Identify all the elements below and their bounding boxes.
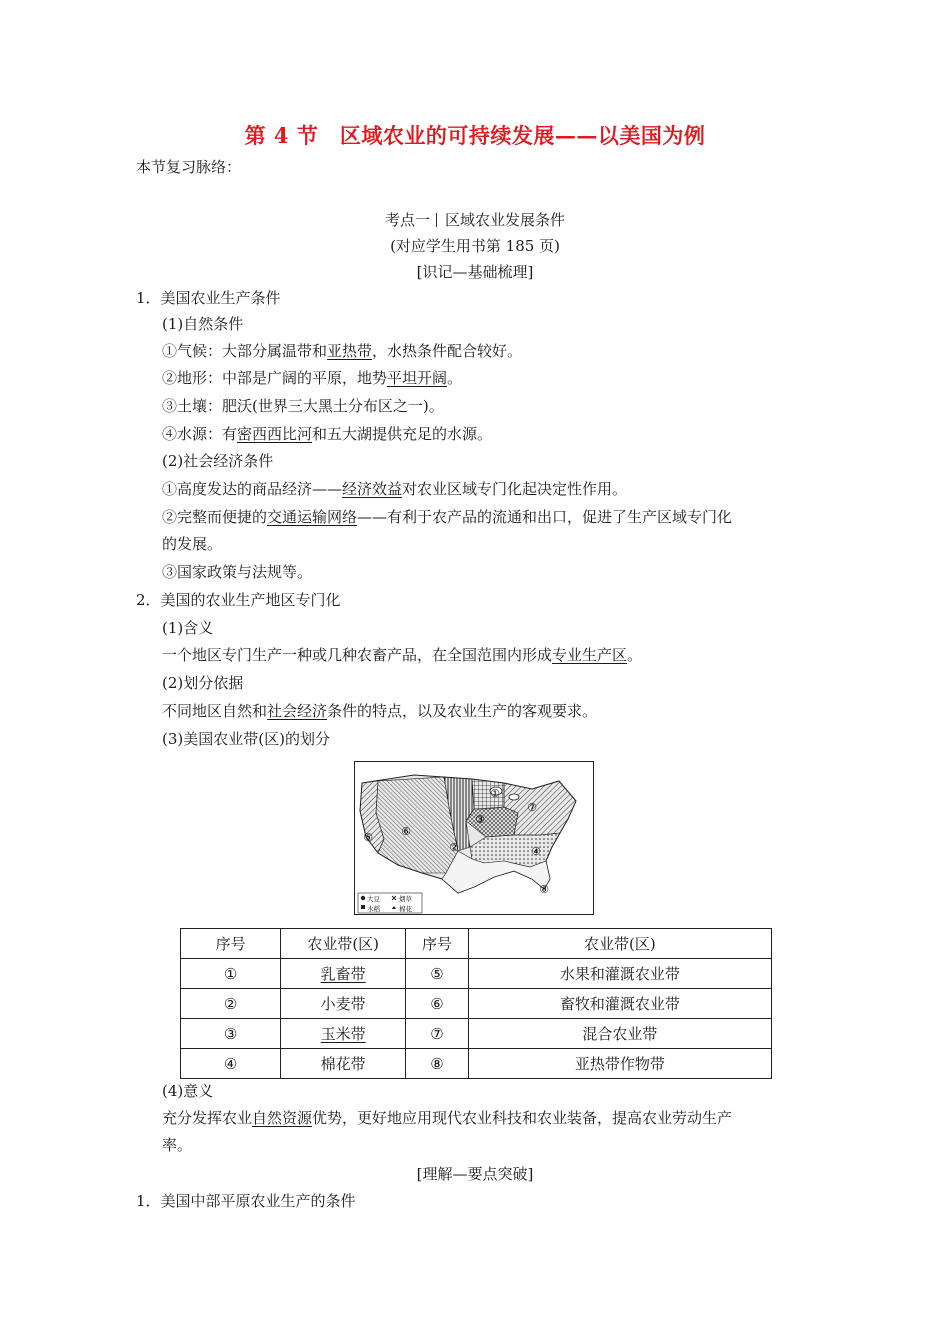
- water-line: ④水源：有密西西比河和五大湖提供充足的水源。: [162, 425, 493, 443]
- legend-rice: 水稻: [367, 905, 380, 913]
- kaodian-divider: [436, 213, 437, 227]
- intro-text: 本节复习脉络：: [136, 158, 242, 176]
- map-label-6: ⑥: [401, 825, 411, 838]
- answer-blank: 自然资源: [252, 1109, 313, 1127]
- table-cell: ①: [181, 959, 281, 989]
- table-row: [181, 959, 772, 989]
- header-cell: 农业带(区): [468, 929, 771, 959]
- table-cell: 混合农业带: [468, 1019, 771, 1049]
- soil-line: ③土壤：肥沃(世界三大黑土分布区之一)。: [162, 397, 444, 415]
- table-cell: 水果和灌溉农业带: [468, 959, 771, 989]
- answer-blank: 密西西比河: [237, 425, 313, 443]
- table-cell: ⑧: [406, 1049, 469, 1079]
- section-2-heading: 2．美国的农业生产地区专门化: [136, 591, 341, 609]
- socioeconomic-heading: (2)社会经济条件: [162, 452, 274, 470]
- map-label-4: ④: [531, 845, 541, 858]
- map-legend: [358, 893, 422, 913]
- table-cell: 棉花带: [281, 1049, 406, 1079]
- soybean-icon: [361, 896, 365, 900]
- us-agriculture-belt-map: [354, 761, 594, 915]
- map-label-2: ②: [449, 841, 459, 854]
- basis-heading: (2)划分依据: [162, 674, 244, 692]
- header-cell: 序号: [406, 929, 469, 959]
- answer-blank: 亚热带: [327, 342, 373, 360]
- transport-line-cont: 的发展。: [162, 535, 223, 553]
- significance-line: 充分发挥农业自然资源优势，更好地应用现代农业科技和农业装备，提高农业劳动生产: [162, 1109, 733, 1127]
- legend-soybean: 大豆: [367, 895, 380, 903]
- map-label-8: ⑧: [539, 883, 549, 896]
- table-cell: ②: [181, 989, 281, 1019]
- terrain-line: ②地形：中部是广阔的平原，地势平坦开阔。: [162, 369, 463, 387]
- kaodian-title: 区域农业发展条件: [445, 211, 566, 229]
- answer-blank: 社会经济: [267, 702, 328, 720]
- policy-line: ③国家政策与法规等。: [162, 563, 313, 581]
- table-cell: [281, 959, 406, 989]
- subsection-heading-2: [理解—要点突破]: [416, 1165, 534, 1183]
- table-cell: ⑤: [406, 959, 469, 989]
- map-label-1: ①: [490, 787, 500, 800]
- map-label-3: ③: [475, 813, 485, 826]
- table-cell: 亚热带作物带: [468, 1049, 771, 1079]
- table-cell: ⑥: [406, 989, 469, 1019]
- legend-cotton: 棉花: [399, 905, 412, 913]
- natural-conditions-heading: (1)自然条件: [162, 315, 244, 333]
- climate-line: ①气候：大部分属温带和亚热带，水热条件配合较好。: [162, 342, 523, 360]
- answer-blank: 玉米带: [320, 1025, 366, 1043]
- table-row: [181, 1049, 772, 1079]
- book-reference: (对应学生用书第 185 页): [390, 237, 560, 255]
- significance-heading: (4)意义: [162, 1082, 214, 1100]
- table-cell: ③: [181, 1019, 281, 1049]
- subsection-heading-1: [识记—基础梳理]: [416, 263, 534, 281]
- definition-heading: (1)含义: [162, 619, 214, 637]
- section-1-heading: 1．美国农业生产条件: [136, 289, 281, 307]
- definition-line: 一个地区专门生产一种或几种农畜产品，在全国范围内形成专业生产区。: [162, 646, 643, 664]
- map-label-5: ⑤: [363, 831, 373, 844]
- economy-line: ①高度发达的商品经济——经济效益对农业区域专门化起决定性作用。: [162, 480, 628, 498]
- header-cell: 农业带(区): [281, 929, 406, 959]
- transport-line: ②完整而便捷的交通运输网络——有利于农产品的流通和出口，促进了生产区域专门化: [162, 508, 733, 526]
- answer-blank: 平坦开阔: [387, 369, 448, 387]
- page-title: 第 4 节 区域农业的可持续发展——以美国为例: [244, 123, 706, 148]
- map-label-7: ⑦: [527, 801, 537, 814]
- answer-blank: 交通运输网络: [267, 508, 358, 526]
- basis-line: 不同地区自然和社会经济条件的特点，以及农业生产的客观要求。: [162, 702, 598, 720]
- agriculture-belts-table: [180, 928, 772, 1079]
- kaodian-label: 考点一: [384, 211, 430, 229]
- table-cell: ④: [181, 1049, 281, 1079]
- header-cell: 序号: [181, 929, 281, 959]
- legend-tobacco: 烟草: [399, 895, 412, 903]
- table-cell: 畜牧和灌溉农业带: [468, 989, 771, 1019]
- rice-icon: [361, 905, 365, 909]
- significance-line-cont: 率。: [162, 1136, 193, 1154]
- table-row: [181, 989, 772, 1019]
- table-cell: 小麦带: [281, 989, 406, 1019]
- table-cell: ⑦: [406, 1019, 469, 1049]
- answer-blank: 专业生产区: [552, 646, 628, 664]
- table-cell: [281, 1019, 406, 1049]
- division-heading: (3)美国农业带(区)的划分: [162, 730, 330, 748]
- answer-blank: 乳畜带: [320, 965, 366, 983]
- answer-blank: 经济效益: [342, 480, 403, 498]
- kaodian-heading: [0, 210, 950, 230]
- table-header-row: [181, 929, 772, 959]
- section-3-heading: 1．美国中部平原农业生产的条件: [136, 1192, 356, 1210]
- table-row: [181, 1019, 772, 1049]
